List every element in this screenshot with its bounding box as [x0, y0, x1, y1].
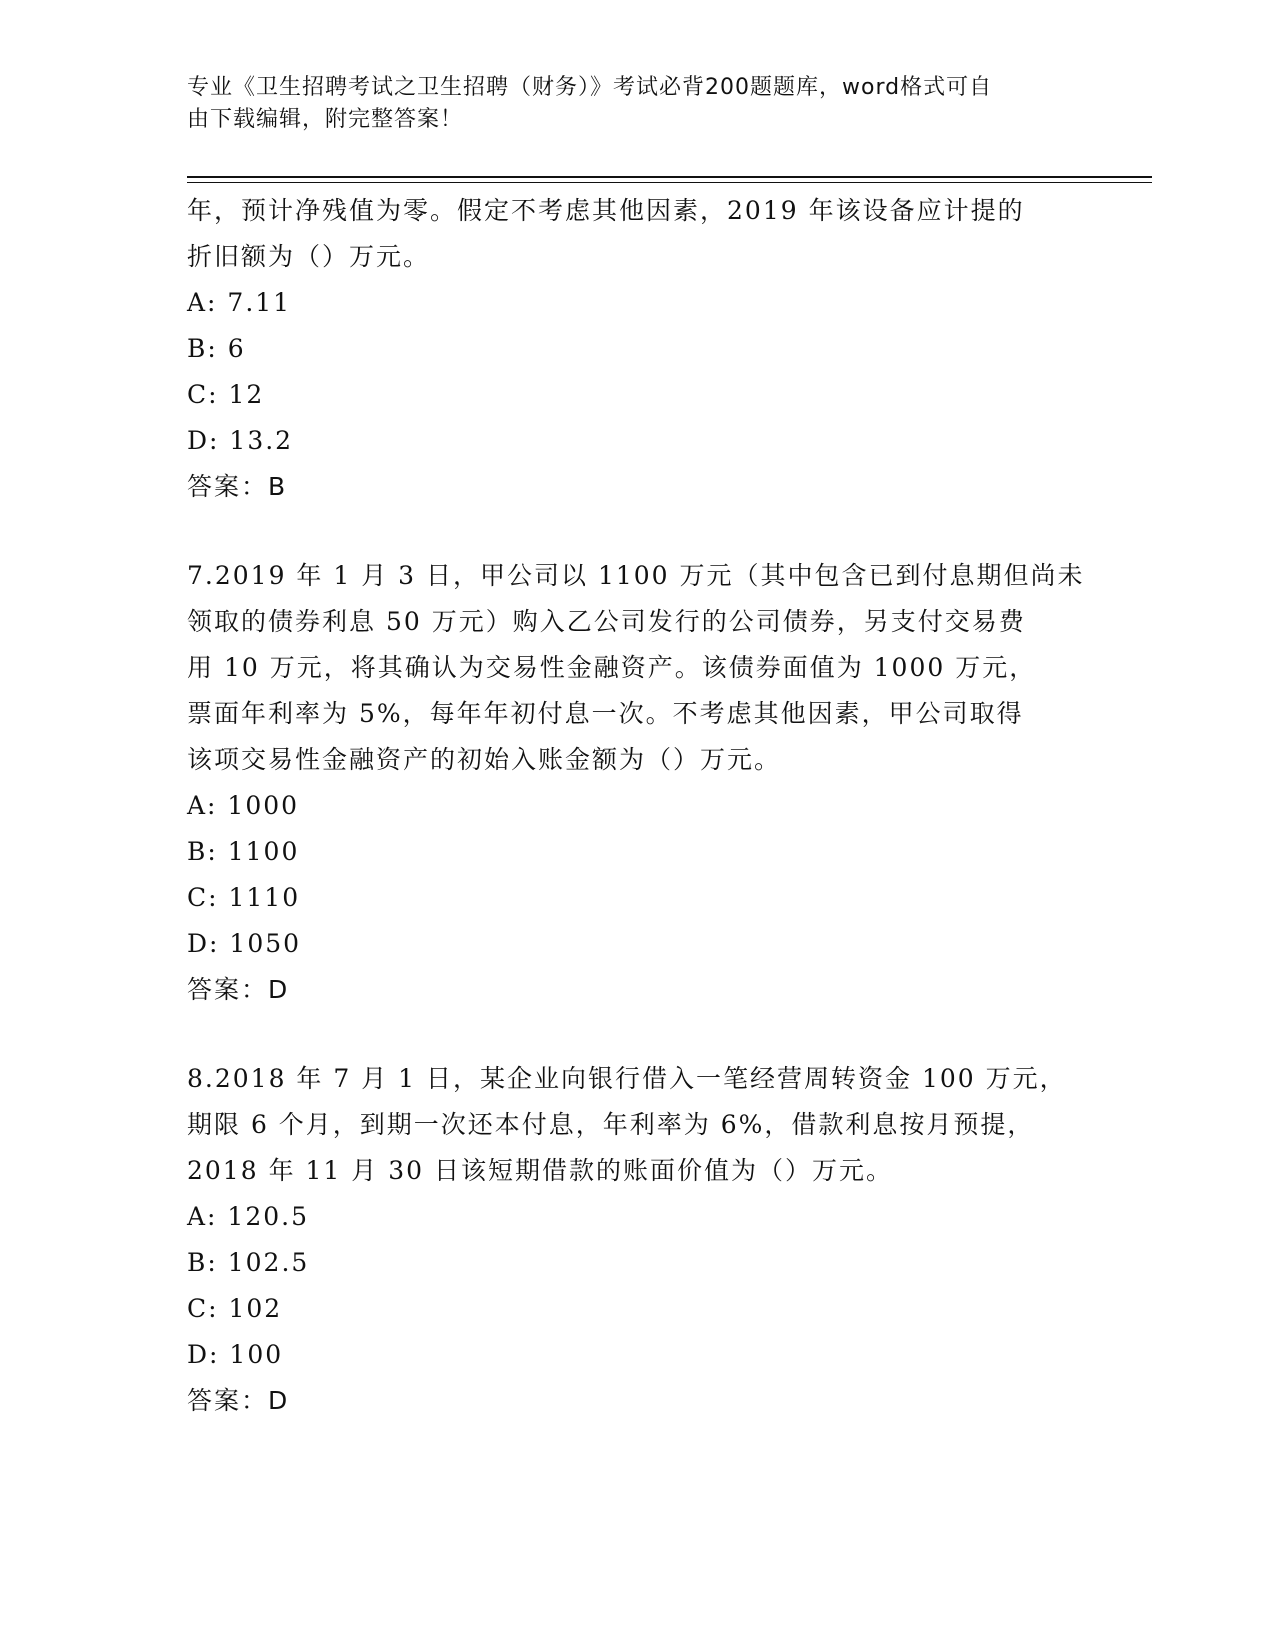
question-text-line: 2018 年 11 月 30 日该短期借款的账面价值为（）万元。 — [187, 1156, 893, 1185]
question-text-line: 期限 6 个月，到期一次还本付息，年利率为 6%，借款利息按月预提， — [187, 1110, 1035, 1139]
document-header — [187, 72, 1067, 136]
option-c: C: 1110 — [187, 883, 301, 912]
option-c: C: 12 — [187, 380, 265, 409]
header-divider-thin — [187, 182, 1152, 183]
question-text-line: 年，预计净残值为零。假定不考虑其他因素，2019 年该设备应计提的 — [187, 196, 1025, 225]
header-line-2: 由下载编辑，附完整答案！ — [187, 107, 464, 132]
header-divider-thick — [187, 176, 1152, 178]
question-text-line: 用 10 万元，将其确认为交易性金融资产。该债券面值为 1000 万元， — [187, 653, 1037, 682]
question-text-line: 7.2019 年 1 月 3 日，甲公司以 1100 万元（其中包含已到付息期但尚未 — [187, 561, 1085, 590]
question-text-line: 折旧额为（）万元。 — [187, 242, 431, 271]
option-d: D: 13.2 — [187, 426, 294, 455]
question-block — [187, 553, 1087, 1013]
answer-line: 答案：D — [187, 1386, 290, 1415]
answer-line: 答案：D — [187, 975, 290, 1004]
option-a: A: 7.11 — [187, 288, 292, 317]
option-b: B: 102.5 — [187, 1248, 310, 1277]
option-b: B: 1100 — [187, 837, 300, 866]
option-a: A: 1000 — [187, 791, 300, 820]
option-d: D: 100 — [187, 1340, 284, 1369]
question-list — [187, 188, 1087, 1424]
question-block — [187, 1056, 1087, 1424]
option-d: D: 1050 — [187, 929, 302, 958]
answer-line: 答案：B — [187, 472, 288, 501]
question-text-line: 票面年利率为 5%，每年年初付息一次。不考虑其他因素，甲公司取得 — [187, 699, 1024, 728]
option-a: A: 120.5 — [187, 1202, 309, 1231]
option-c: C: 102 — [187, 1294, 283, 1323]
question-text-line: 8.2018 年 7 月 1 日，某企业向银行借入一笔经营周转资金 100 万元， — [187, 1064, 1067, 1093]
question-text-line: 该项交易性金融资产的初始入账金额为（）万元。 — [187, 745, 782, 774]
header-line-1: 专业《卫生招聘考试之卫生招聘（财务）》考试必背200题题库，word格式可自 — [187, 75, 993, 100]
option-b: B: 6 — [187, 334, 246, 363]
question-block — [187, 188, 1087, 510]
question-text-line: 领取的债券利息 50 万元）购入乙公司发行的公司债券，另支付交易费 — [187, 607, 1026, 636]
